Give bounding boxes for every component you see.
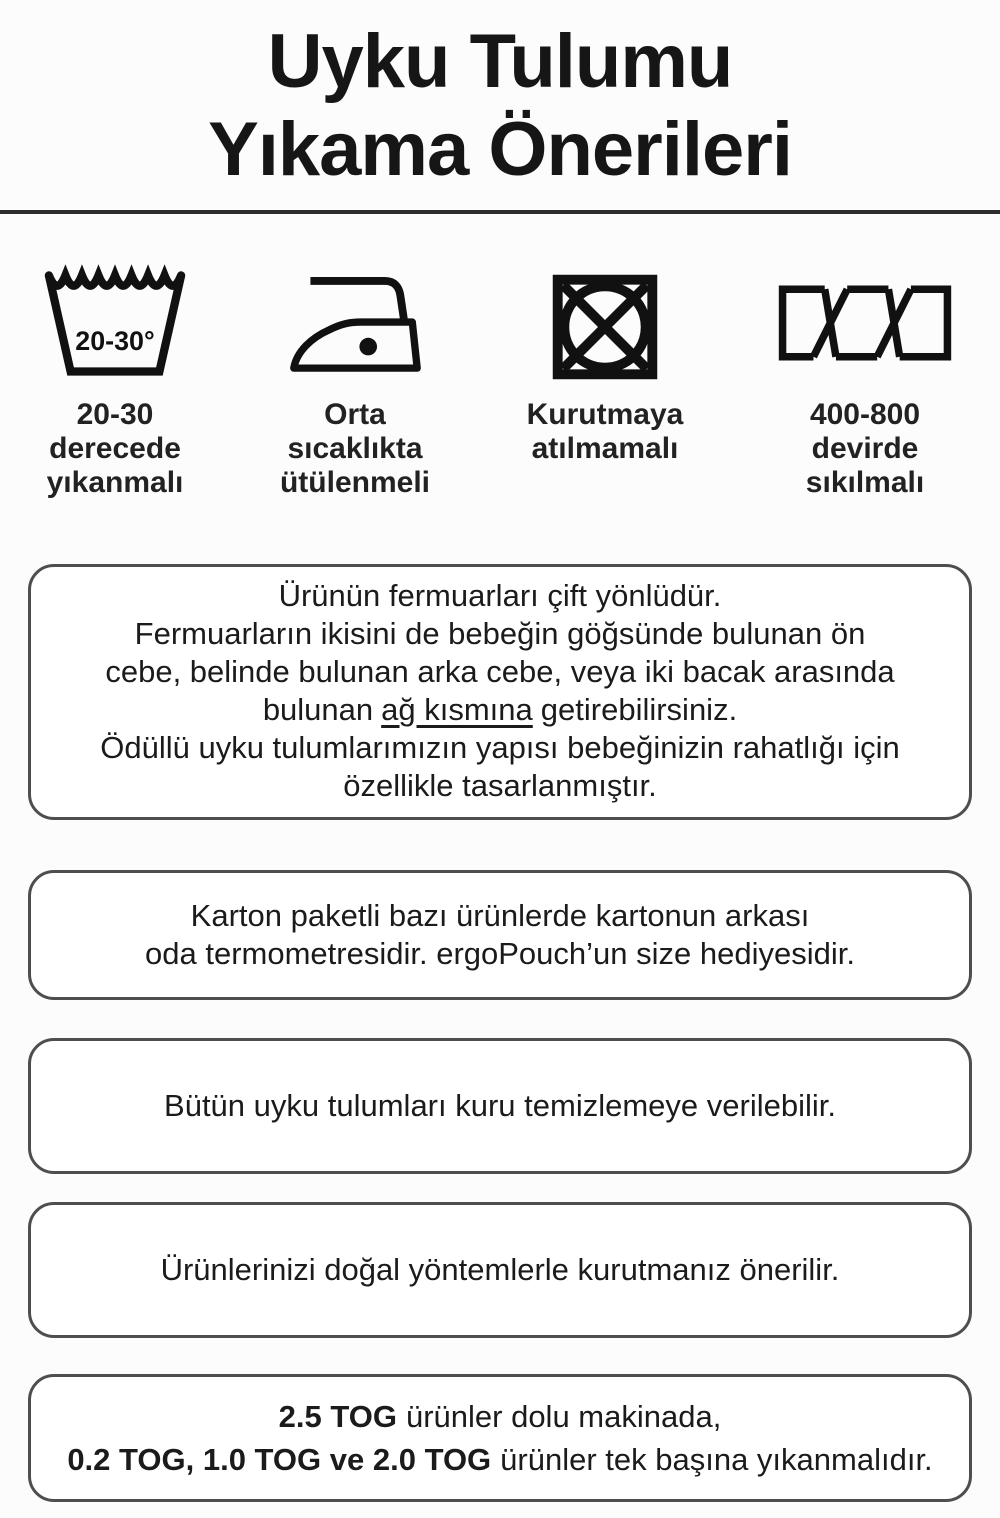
- iron-icon-box: [284, 260, 426, 388]
- care-label-wash: 20-30 derecede yıkanmalı: [46, 398, 184, 499]
- wring-icon-box: [776, 260, 954, 388]
- care-label-iron: Orta sıcaklıkta ütülenmeli: [279, 398, 430, 499]
- page-title: [0, 18, 1000, 194]
- tog-line-1: 2.5 TOG ürünler dolu makinada,: [278, 1399, 722, 1434]
- zipper-line-5: Ödüllü uyku tulumlarımızın yapısı bebeğinizin rahatlığı için: [100, 730, 900, 765]
- zipper-line-3: cebe, belinde bulunan arka cebe, veya iki bacak arasında: [105, 654, 895, 689]
- care-symbols-row: [0, 260, 1000, 500]
- zipper-line-4: bulunan ağ kısmına getirebilirsiniz.: [262, 692, 738, 727]
- carton-line-1: Karton paketli bazı ürünlerde kartonun arkası: [190, 898, 810, 933]
- care-label-no-tumble-dry: Kurutmaya atılmamalı: [526, 398, 684, 465]
- zipper-line-6: özellikle tasarlanmıştır.: [343, 768, 657, 803]
- care-item-wring: [730, 260, 1000, 500]
- wash-icon-box: [42, 260, 188, 388]
- wash-tub-icon: [42, 262, 188, 388]
- care-label-wring: 400-800 devirde sıkılmalı: [805, 398, 925, 499]
- no-tumble-dry-icon-box: [550, 260, 660, 388]
- care-item-wash: [0, 260, 230, 500]
- tog-line-2-bold: 0.2 TOG, 1.0 TOG ve 2.0 TOG: [67, 1442, 492, 1477]
- info-box-natural-dry: [28, 1202, 972, 1338]
- care-item-iron: [230, 260, 480, 500]
- info-box-carton-thermometer: [28, 870, 972, 1000]
- zipper-line-1: Ürünün fermuarları çift yönlüdür.: [278, 578, 722, 613]
- care-item-no-tumble-dry: [480, 260, 730, 500]
- title-line-1: Uyku Tulumu: [267, 19, 733, 104]
- dry-clean-text: Bütün uyku tulumları kuru temizlemeye verilebilir.: [164, 1088, 836, 1123]
- info-box-dry-clean: [28, 1038, 972, 1174]
- info-box-zipper: [28, 564, 972, 820]
- wring-icon: [776, 276, 954, 370]
- wash-temp-label: 20-30°: [75, 325, 155, 356]
- divider: [0, 210, 1000, 214]
- tog-line-1-bold: 2.5 TOG: [278, 1399, 397, 1434]
- tog-line-2: 0.2 TOG, 1.0 TOG ve 2.0 TOG ürünler tek başına yıkanmalıdır.: [67, 1442, 933, 1477]
- zipper-line-2: Fermuarların ikisini de bebeğin göğsünde bulunan ön: [134, 616, 866, 651]
- title-line-2: Yıkama Önerileri: [208, 107, 792, 192]
- iron-icon: [284, 272, 426, 382]
- underlined-phrase: ağ kısmına: [381, 692, 533, 727]
- no-tumble-dry-icon: [550, 272, 660, 382]
- natural-dry-text: Ürünlerinizi doğal yöntemlerle kurutmanız önerilir.: [160, 1252, 840, 1287]
- carton-line-2: oda termometresidir. ergoPouch’un size hediyesidir.: [145, 936, 855, 971]
- info-box-tog-washing: [28, 1374, 972, 1502]
